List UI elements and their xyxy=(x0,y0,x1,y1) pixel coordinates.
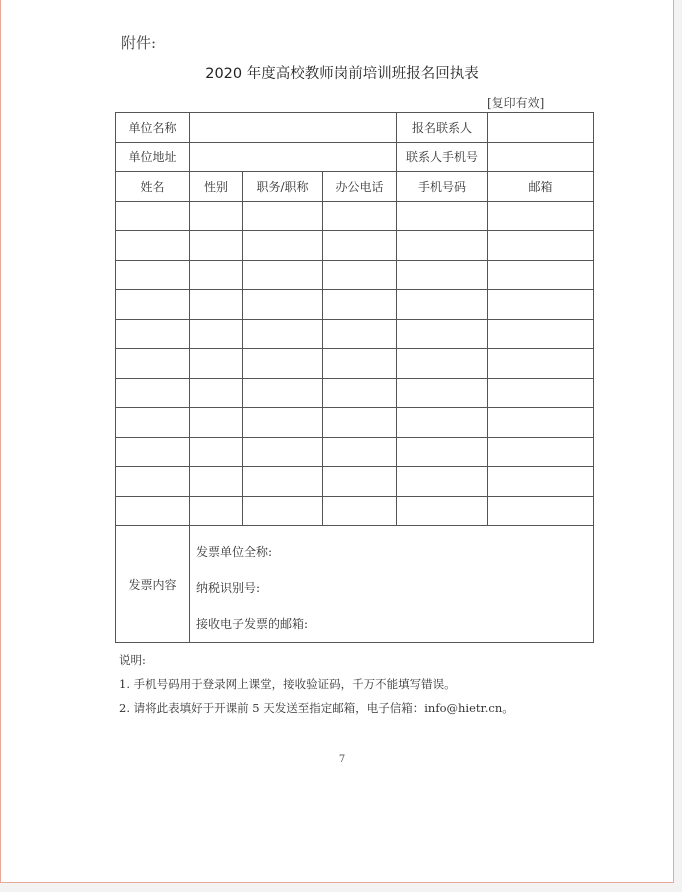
entry-cell-email[interactable] xyxy=(488,496,594,526)
column-header-title: 职务/职称 xyxy=(243,172,323,202)
invoice-email-field[interactable]: 接收电子发票的邮箱: xyxy=(196,617,309,631)
entry-cell-gender[interactable] xyxy=(190,349,243,379)
entry-cell-office-phone[interactable] xyxy=(323,290,397,320)
unit-name-label: 单位名称 xyxy=(116,113,190,143)
entry-cell-office-phone[interactable] xyxy=(323,467,397,497)
entry-cell-mobile[interactable] xyxy=(397,437,488,467)
unit-address-label: 单位地址 xyxy=(116,142,190,172)
entry-cell-name[interactable] xyxy=(116,319,190,349)
attachment-label: 附件: xyxy=(121,34,157,52)
entry-cell-gender[interactable] xyxy=(190,408,243,438)
table-row xyxy=(116,201,594,231)
entry-cell-gender[interactable] xyxy=(190,319,243,349)
entry-cell-email[interactable] xyxy=(488,408,594,438)
invoice-tax-id-field[interactable]: 纳税识别号: xyxy=(196,581,261,595)
column-header-office-phone: 办公电话 xyxy=(323,172,397,202)
notes-section xyxy=(119,648,514,720)
entry-cell-mobile[interactable] xyxy=(397,408,488,438)
entry-cell-title[interactable] xyxy=(243,467,323,497)
entry-cell-title[interactable] xyxy=(243,349,323,379)
entry-cell-title[interactable] xyxy=(243,496,323,526)
entry-cell-office-phone[interactable] xyxy=(323,378,397,408)
entry-cell-name[interactable] xyxy=(116,467,190,497)
contact-phone-field[interactable] xyxy=(488,142,594,172)
invoice-label: 发票内容 xyxy=(116,526,190,643)
table-row xyxy=(116,319,594,349)
page-number: 7 xyxy=(338,754,346,765)
note-item-1: 1. 手机号码用于登录网上课堂，接收验证码，千万不能填写错误。 xyxy=(119,677,456,691)
column-header-row xyxy=(116,172,594,202)
entry-cell-name[interactable] xyxy=(116,231,190,261)
entry-cell-email[interactable] xyxy=(488,290,594,320)
entry-cell-mobile[interactable] xyxy=(397,467,488,497)
entry-cell-gender[interactable] xyxy=(190,231,243,261)
entry-cell-email[interactable] xyxy=(488,201,594,231)
column-header-mobile: 手机号码 xyxy=(397,172,488,202)
entry-cell-office-phone[interactable] xyxy=(323,201,397,231)
entry-cell-gender[interactable] xyxy=(190,201,243,231)
entry-cell-name[interactable] xyxy=(116,290,190,320)
contact-phone-label: 联系人手机号 xyxy=(397,142,488,172)
table-row xyxy=(116,349,594,379)
entry-cell-title[interactable] xyxy=(243,231,323,261)
notes-heading: 说明: xyxy=(119,653,146,667)
entry-cell-title[interactable] xyxy=(243,260,323,290)
entry-cell-mobile[interactable] xyxy=(397,496,488,526)
unit-name-row xyxy=(116,113,594,143)
entry-cell-gender[interactable] xyxy=(190,260,243,290)
invoice-content-cell xyxy=(190,526,594,643)
entry-cell-title[interactable] xyxy=(243,319,323,349)
unit-address-field[interactable] xyxy=(190,142,397,172)
entry-cell-office-phone[interactable] xyxy=(323,319,397,349)
entry-cell-title[interactable] xyxy=(243,408,323,438)
entry-cell-title[interactable] xyxy=(243,378,323,408)
entry-cell-email[interactable] xyxy=(488,378,594,408)
table-row xyxy=(116,260,594,290)
entry-cell-name[interactable] xyxy=(116,260,190,290)
column-header-email: 邮箱 xyxy=(488,172,594,202)
entry-cell-office-phone[interactable] xyxy=(323,496,397,526)
invoice-row xyxy=(116,526,594,643)
entry-cell-email[interactable] xyxy=(488,319,594,349)
table-row xyxy=(116,290,594,320)
contact-person-field[interactable] xyxy=(488,113,594,143)
entry-cell-email[interactable] xyxy=(488,467,594,497)
entry-cell-mobile[interactable] xyxy=(397,378,488,408)
entry-cell-email[interactable] xyxy=(488,437,594,467)
entry-cell-email[interactable] xyxy=(488,349,594,379)
entry-cell-office-phone[interactable] xyxy=(323,349,397,379)
entry-cell-office-phone[interactable] xyxy=(323,408,397,438)
entry-cell-mobile[interactable] xyxy=(397,319,488,349)
table-row xyxy=(116,378,594,408)
entry-cell-gender[interactable] xyxy=(190,467,243,497)
entry-cell-office-phone[interactable] xyxy=(323,260,397,290)
entry-cell-mobile[interactable] xyxy=(397,231,488,261)
column-header-gender: 性别 xyxy=(190,172,243,202)
entry-cell-name[interactable] xyxy=(116,201,190,231)
contact-person-label: 报名联系人 xyxy=(397,113,488,143)
entry-cell-name[interactable] xyxy=(116,349,190,379)
invoice-company-name-field[interactable]: 发票单位全称: xyxy=(196,545,273,559)
entry-cell-mobile[interactable] xyxy=(397,290,488,320)
note-item-2: 2. 请将此表填好于开课前 5 天发送至指定邮箱，电子信箱：info@hietr.cn。 xyxy=(119,701,514,715)
table-row xyxy=(116,231,594,261)
entry-cell-email[interactable] xyxy=(488,260,594,290)
table-row xyxy=(116,496,594,526)
registration-form-table xyxy=(115,112,594,643)
entry-cell-name[interactable] xyxy=(116,437,190,467)
entry-cell-mobile[interactable] xyxy=(397,201,488,231)
entry-cell-office-phone[interactable] xyxy=(323,437,397,467)
entry-cell-gender[interactable] xyxy=(190,378,243,408)
entry-cell-gender[interactable] xyxy=(190,290,243,320)
entry-cell-title[interactable] xyxy=(243,290,323,320)
form-title: 2020 年度高校教师岗前培训班报名回执表 xyxy=(205,66,479,82)
entry-cell-title[interactable] xyxy=(243,201,323,231)
copy-valid-note: [复印有效] xyxy=(487,96,545,110)
entry-cell-name[interactable] xyxy=(116,496,190,526)
table-row xyxy=(116,408,594,438)
entry-cell-mobile[interactable] xyxy=(397,260,488,290)
unit-name-field[interactable] xyxy=(190,113,397,143)
entry-cell-title[interactable] xyxy=(243,437,323,467)
entry-cell-email[interactable] xyxy=(488,231,594,261)
unit-address-row xyxy=(116,142,594,172)
table-row xyxy=(116,467,594,497)
entry-cell-mobile[interactable] xyxy=(397,349,488,379)
entry-cell-name[interactable] xyxy=(116,378,190,408)
entry-cell-gender[interactable] xyxy=(190,437,243,467)
entry-cell-name[interactable] xyxy=(116,408,190,438)
entry-cell-gender[interactable] xyxy=(190,496,243,526)
table-row xyxy=(116,437,594,467)
entry-cell-office-phone[interactable] xyxy=(323,231,397,261)
column-header-name: 姓名 xyxy=(116,172,190,202)
